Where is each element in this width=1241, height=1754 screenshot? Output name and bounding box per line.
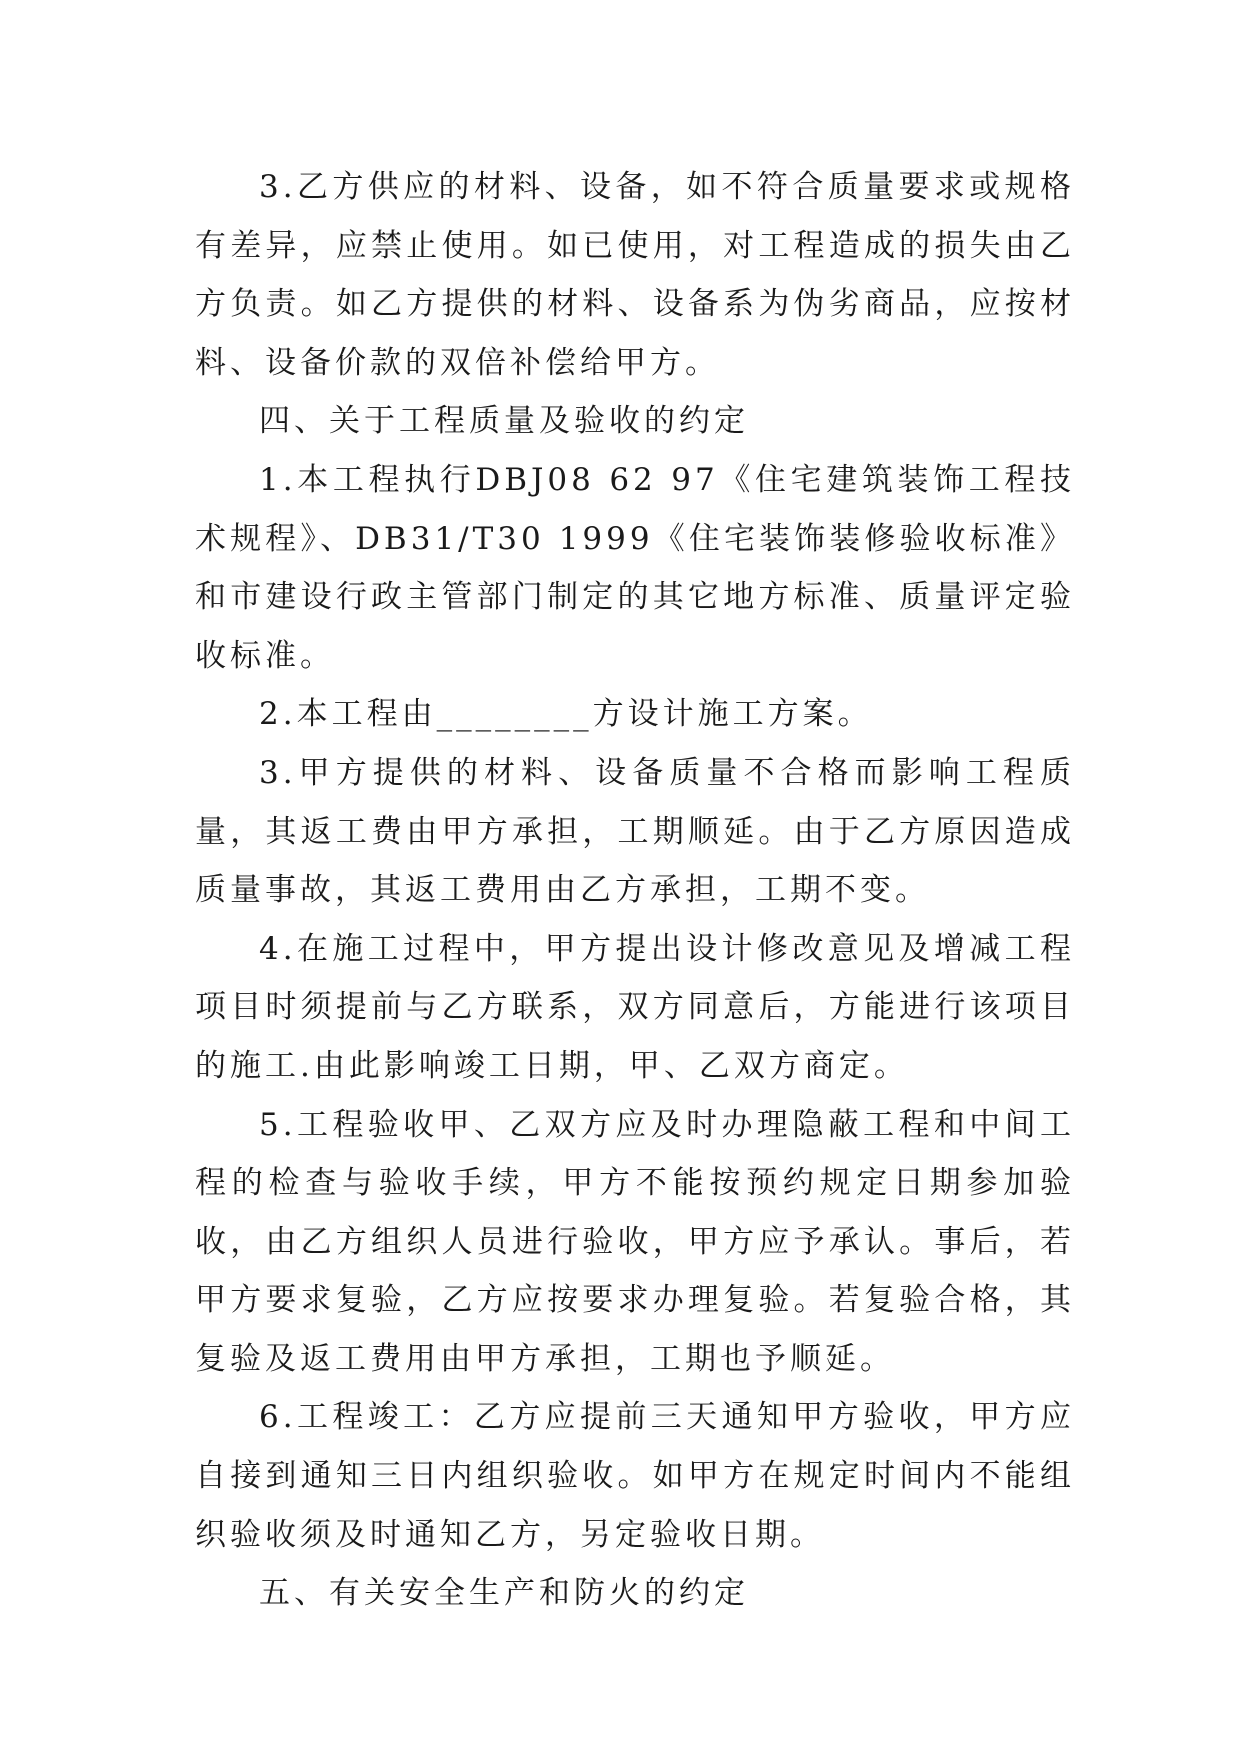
paragraph-standards: 1.本工程执行DBJ08 62 97《住宅建筑装饰工程技术规程》、DB31/T30 1999《住宅装饰装修验收标准》和市建设行政主管部门制定的其它地方标准、质量评定验收标准。 [195, 461, 1075, 674]
paragraph-completion: 6.工程竣工：乙方应提前三天通知甲方验收，甲方应自接到通知三日内组织验收。如甲方在规定时间内不能组织验收须及时通知乙方，另定验收日期。 [195, 1399, 1075, 1553]
paragraph-design-party: 2.本工程由________方设计施工方案。 [259, 696, 873, 733]
paragraph-material-supply: 3.乙方供应的材料、设备，如不符合质量要求或规格有差异，应禁止使用。如已使用，对工程造成的损失由乙方负责。如乙方提供的材料、设备系为伪劣商品，应按材料、设备价款的双倍补偿给甲方。 [195, 169, 1075, 381]
paragraph-design-change: 4.在施工过程中，甲方提出设计修改意见及增减工程项目时须提前与乙方联系，双方同意后，方能进行该项目的施工.由此影响竣工日期，甲、乙双方商定。 [195, 930, 1075, 1084]
document-body [195, 158, 1075, 1623]
section-heading-safety: 五、有关安全生产和防火的约定 [259, 1575, 749, 1612]
paragraph-inspection: 5.工程验收甲、乙双方应及时办理隐蔽工程和中间工程的检查与验收手续，甲方不能按预约规定日期参加验收，由乙方组织人员进行验收，甲方应予承认。事后，若甲方要求复验，乙方应按要求办理复验。若复验合格，其复验及返工费用由甲方承担，工期也予顺延。 [195, 1106, 1075, 1377]
section-heading-quality: 四、关于工程质量及验收的约定 [259, 403, 749, 440]
paragraph-rework-cost: 3.甲方提供的材料、设备质量不合格而影响工程质量，其返工费由甲方承担，工期顺延。由于乙方原因造成质量事故，其返工费用由乙方承担，工期不变。 [195, 754, 1075, 909]
